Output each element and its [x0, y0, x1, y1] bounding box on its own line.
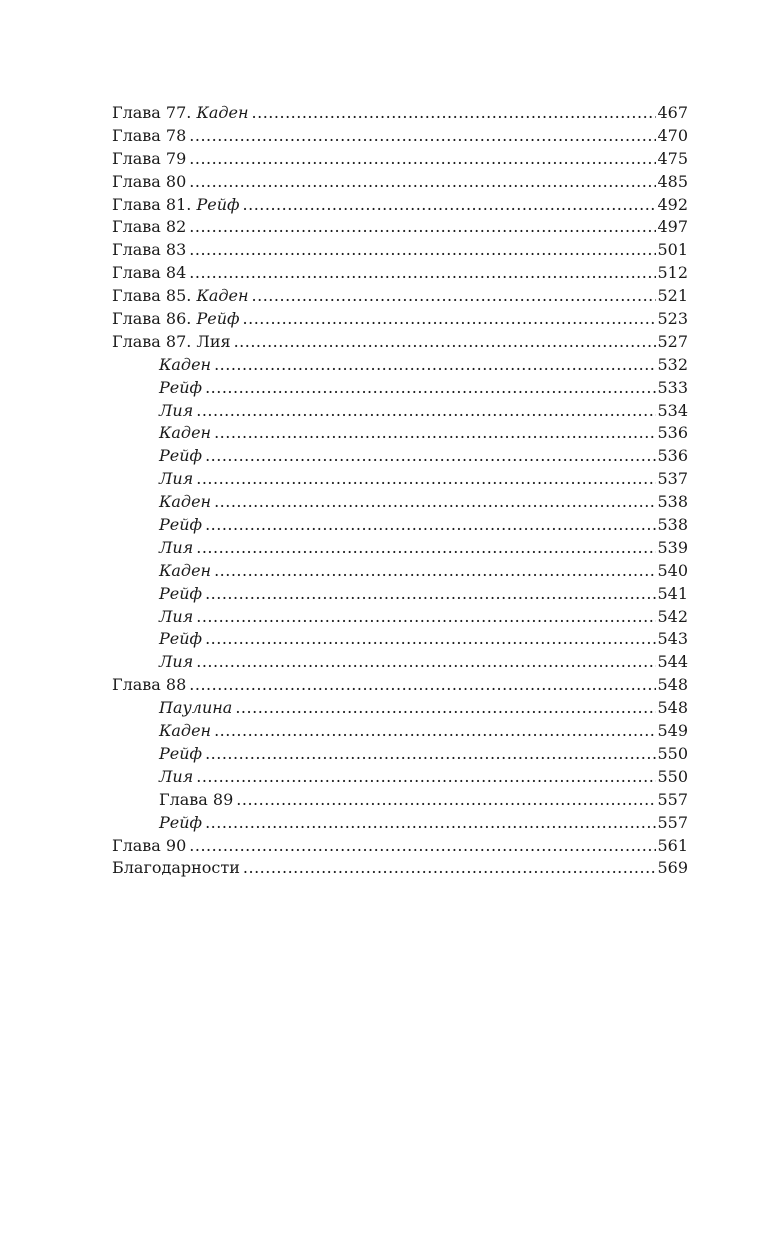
toc-entry [112, 285, 688, 308]
toc-entry [112, 262, 688, 285]
toc-page-number: 561 [657, 835, 688, 855]
dot-leader [236, 789, 656, 812]
dot-leader [189, 125, 656, 148]
toc-narrator-name: Рейф [159, 583, 203, 603]
dot-leader [205, 514, 656, 537]
toc-page-number: 538 [657, 515, 688, 535]
toc-entry-title [159, 400, 193, 423]
toc-page-number: 536 [657, 423, 688, 443]
dot-leader [234, 331, 657, 354]
toc-entry-title [112, 262, 186, 285]
toc-page-number: 539 [657, 537, 688, 557]
toc-page-number: 497 [657, 217, 688, 237]
dot-leader [243, 308, 657, 331]
dot-leader [243, 194, 657, 217]
dot-leader [189, 262, 656, 285]
toc-chapter-label: Глава 86. [112, 309, 192, 329]
toc-entry-title [159, 720, 211, 743]
toc-chapter-label: Глава 80 [112, 171, 187, 191]
toc-page-number: 534 [657, 400, 688, 420]
toc-entry [112, 674, 688, 697]
toc-entry [112, 445, 688, 468]
toc-page-number: 470 [657, 125, 688, 145]
toc-narrator-name: Лия [159, 400, 194, 420]
toc-entry [112, 148, 688, 171]
dot-leader [196, 537, 656, 560]
toc-entry-title [112, 171, 186, 194]
toc-entry-title [112, 216, 186, 239]
toc-page-number: 548 [657, 675, 688, 695]
toc-entry [112, 171, 688, 194]
dot-leader [189, 171, 656, 194]
dot-leader [235, 697, 656, 720]
toc-entry-title [159, 491, 211, 514]
toc-entry-title [159, 606, 193, 629]
dot-leader [196, 606, 656, 629]
toc-entry [112, 354, 688, 377]
toc-chapter-label: Глава 84 [112, 263, 187, 283]
toc-chapter-label: Глава 82 [112, 217, 187, 237]
toc-page-number: 538 [657, 492, 688, 512]
toc-entry [112, 789, 688, 812]
toc-narrator-name: Каден [159, 560, 212, 580]
toc-entry-title [112, 102, 249, 125]
toc-chapter-label: Глава 77. [112, 103, 192, 122]
toc-narrator-name: Паулина [159, 698, 233, 718]
toc-entry [112, 606, 688, 629]
toc-entry-title [112, 331, 231, 354]
dot-leader [196, 766, 656, 789]
toc-narrator-name: Лия [159, 537, 194, 557]
dot-leader [214, 491, 656, 514]
dot-leader [196, 400, 656, 423]
toc-narrator-name: Рейф [159, 515, 203, 535]
toc-entry [112, 377, 688, 400]
dot-leader [205, 743, 656, 766]
dot-leader [189, 216, 656, 239]
toc-entry [112, 697, 688, 720]
toc-page-number: 512 [657, 263, 688, 283]
toc-chapter-label: Глава 85. [112, 286, 192, 306]
toc-entry-title [112, 285, 249, 308]
toc-chapter-label: Глава 78 [112, 125, 187, 145]
dot-leader [205, 812, 656, 835]
toc-entry-title [112, 308, 240, 331]
dot-leader [196, 651, 656, 674]
toc-entry [112, 537, 688, 560]
toc-entry [112, 102, 688, 125]
toc-narrator-name: Каден [159, 492, 212, 512]
toc-page-number: 550 [657, 766, 688, 786]
toc-entry-title [112, 239, 186, 262]
toc-entry [112, 400, 688, 423]
toc-entry-title [159, 514, 202, 537]
toc-entry-title [159, 354, 211, 377]
toc-page-number: 527 [657, 331, 688, 351]
toc-chapter-label: Глава 81. [112, 194, 192, 214]
toc-page-number: 523 [657, 309, 688, 329]
toc-entry [112, 491, 688, 514]
toc-entry [112, 468, 688, 491]
toc-page-number: 549 [657, 721, 688, 741]
toc-entry-title [159, 537, 193, 560]
toc-entry-title [159, 812, 202, 835]
dot-leader [189, 674, 656, 697]
toc-page-number: 485 [657, 171, 688, 191]
dot-leader [205, 445, 656, 468]
dot-leader [205, 628, 656, 651]
dot-leader [252, 285, 657, 308]
toc-entry [112, 766, 688, 789]
toc-entry [112, 514, 688, 537]
table-of-contents [112, 102, 688, 880]
toc-page-number: 533 [657, 377, 688, 397]
toc-page-number: 550 [657, 743, 688, 763]
toc-entry [112, 560, 688, 583]
toc-entry-title [159, 445, 202, 468]
toc-entry [112, 125, 688, 148]
toc-entry [112, 422, 688, 445]
toc-chapter-label: Благодарности [112, 858, 240, 878]
toc-entry [112, 628, 688, 651]
toc-entry-title [112, 125, 186, 148]
toc-entry [112, 308, 688, 331]
toc-entry-title [112, 674, 186, 697]
toc-page-number: 532 [657, 354, 688, 374]
toc-narrator-name: Лия [159, 652, 194, 672]
toc-entry [112, 216, 688, 239]
dot-leader [214, 560, 656, 583]
toc-narrator-name: Рейф [196, 194, 240, 214]
toc-entry-title [112, 835, 186, 858]
toc-entry-title [159, 468, 193, 491]
toc-chapter-label: Глава 89 [159, 789, 234, 809]
toc-chapter-label: Глава 90 [112, 835, 187, 855]
toc-narrator-name: Каден [196, 103, 249, 122]
toc-entry [112, 857, 688, 880]
toc-page-number: 557 [657, 812, 688, 832]
toc-entry-title [159, 422, 211, 445]
dot-leader [243, 857, 657, 880]
toc-entry-title [112, 194, 240, 217]
toc-entry-title [159, 766, 193, 789]
toc-entry [112, 743, 688, 766]
toc-narrator-name: Каден [159, 354, 212, 374]
toc-narrator-name: Каден [159, 721, 212, 741]
toc-page-number: 501 [657, 240, 688, 260]
dot-leader [214, 422, 656, 445]
dot-leader [205, 583, 656, 606]
toc-narrator-name: Рейф [159, 629, 203, 649]
dot-leader [214, 354, 656, 377]
toc-narrator-name: Рейф [159, 743, 203, 763]
toc-page-number: 536 [657, 446, 688, 466]
toc-entry-title [159, 628, 202, 651]
dot-leader [189, 148, 656, 171]
toc-page-number: 542 [657, 606, 688, 626]
dot-leader [205, 377, 656, 400]
toc-page-number: 548 [657, 698, 688, 718]
toc-entry-title [112, 148, 186, 171]
toc-page-number: 557 [657, 789, 688, 809]
toc-entry-title [159, 651, 193, 674]
toc-entry [112, 331, 688, 354]
dot-leader [252, 102, 657, 125]
toc-narrator-name: Каден [196, 286, 249, 306]
toc-entry [112, 651, 688, 674]
toc-page-number: 569 [657, 858, 688, 878]
toc-chapter-label: Глава 88 [112, 675, 187, 695]
toc-narrator-name: Лия [159, 766, 194, 786]
toc-entry-title [159, 697, 232, 720]
toc-narrator-name: Рейф [196, 309, 240, 329]
toc-page-number: 543 [657, 629, 688, 649]
toc-narrator-name: Рейф [159, 446, 203, 466]
dot-leader [196, 468, 656, 491]
toc-entry-title [112, 857, 240, 880]
toc-entry-title [159, 377, 202, 400]
toc-chapter-label: Глава 79 [112, 148, 187, 168]
toc-page-number: 544 [657, 652, 688, 672]
toc-page-number: 540 [657, 560, 688, 580]
dot-leader [214, 720, 656, 743]
toc-entry [112, 239, 688, 262]
toc-narrator-name: Лия [159, 606, 194, 626]
toc-entry [112, 720, 688, 743]
toc-narrator-name: Каден [159, 423, 212, 443]
toc-entry-title [159, 560, 211, 583]
toc-page-number: 475 [657, 148, 688, 168]
toc-entry [112, 194, 688, 217]
dot-leader [189, 239, 656, 262]
toc-page-number: 537 [657, 469, 688, 489]
toc-page-number: 467 [657, 103, 688, 122]
toc-entry [112, 835, 688, 858]
toc-entry [112, 812, 688, 835]
toc-entry-title [159, 743, 202, 766]
toc-page-number: 521 [657, 286, 688, 306]
toc-chapter-label: Глава 87. Лия [112, 331, 231, 351]
toc-entry-title [159, 583, 202, 606]
toc-narrator-name: Лия [159, 469, 194, 489]
toc-chapter-label: Глава 83 [112, 240, 187, 260]
toc-narrator-name: Рейф [159, 377, 203, 397]
toc-narrator-name: Рейф [159, 812, 203, 832]
dot-leader [189, 835, 656, 858]
toc-page-number: 541 [657, 583, 688, 603]
toc-entry-title [159, 789, 233, 812]
toc-page-number: 492 [657, 194, 688, 214]
toc-entry [112, 583, 688, 606]
